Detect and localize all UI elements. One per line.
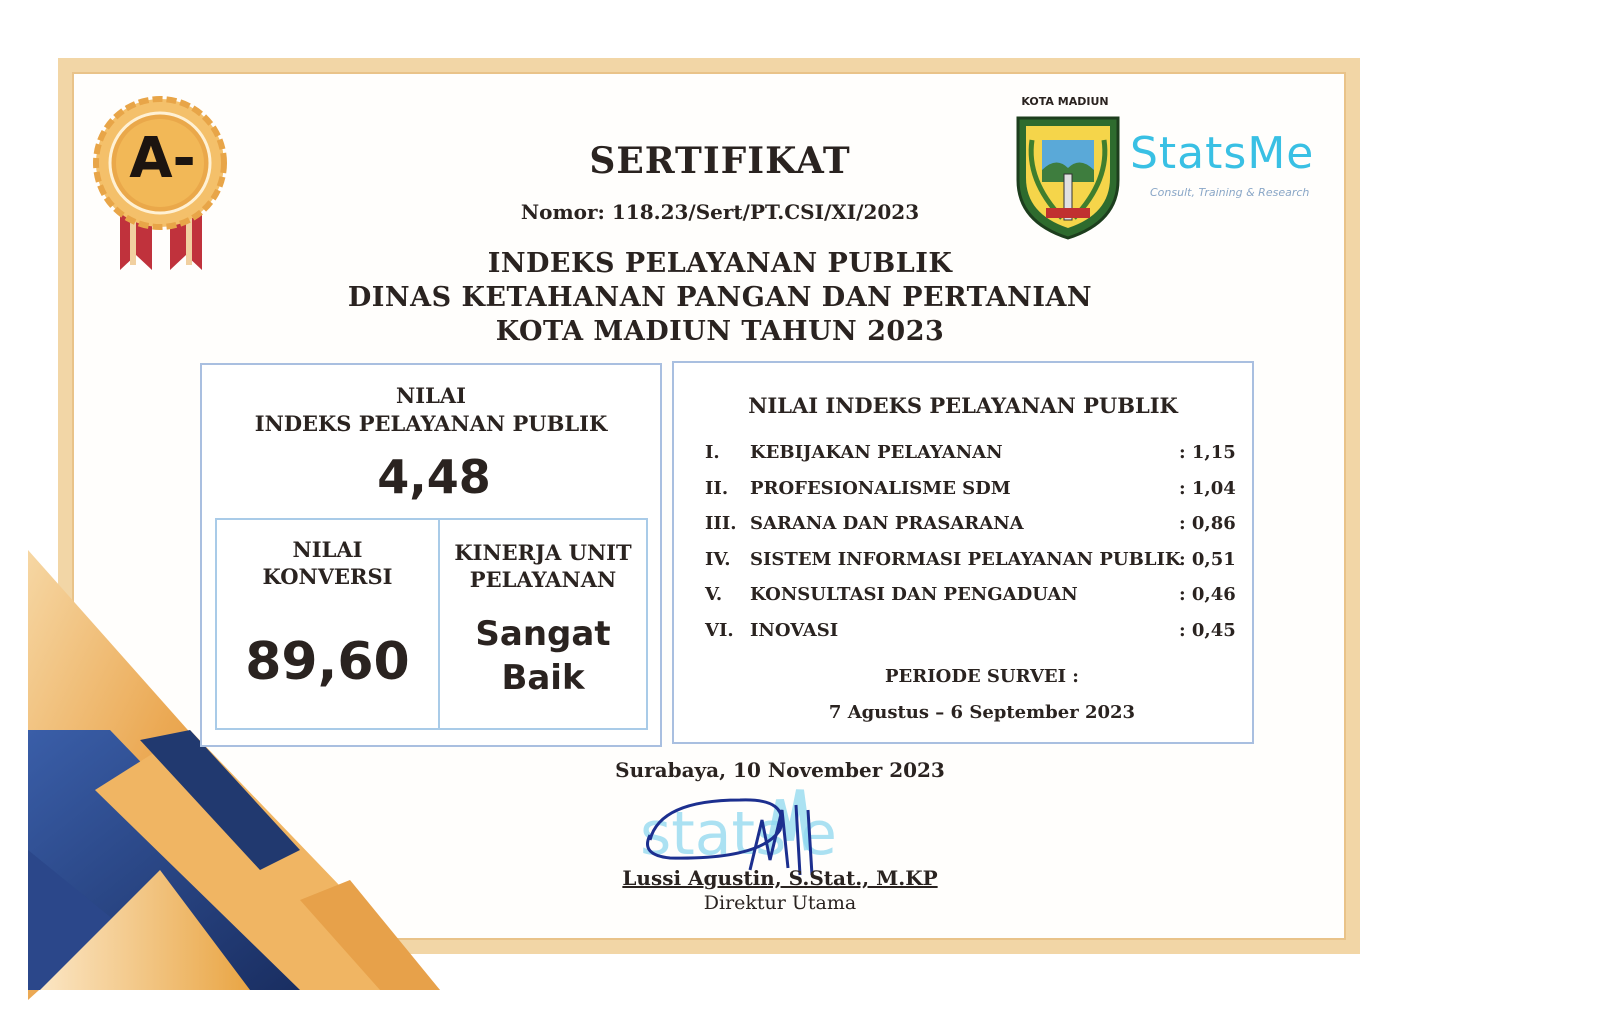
nilai-label-line1: NILAI bbox=[396, 383, 466, 408]
nilai-label-line2: INDEKS PELAYANAN PUBLIK bbox=[254, 411, 608, 436]
certificate-number: Nomor: 118.23/Sert/PT.CSI/XI/2023 bbox=[520, 200, 920, 224]
item-number: IV. bbox=[705, 549, 731, 570]
item-label: KEBIJAKAN PELAYANAN bbox=[750, 442, 1003, 463]
svg-text:e: e bbox=[800, 799, 837, 869]
item-value: : 0,45 bbox=[1179, 620, 1236, 641]
kinerja-value-line1: Sangat bbox=[475, 614, 611, 654]
signatory-position: Direktur Utama bbox=[703, 892, 857, 914]
item-number: I. bbox=[705, 442, 720, 463]
item-value: : 0,46 bbox=[1179, 584, 1236, 605]
item-number: V. bbox=[705, 584, 723, 605]
certificate-title: SERTIFIKAT bbox=[589, 140, 851, 182]
city-label: KOTA MADIUN bbox=[1021, 95, 1109, 108]
heading-line-1: INDEKS PELAYANAN PUBLIK bbox=[487, 248, 953, 279]
heading-line-3: KOTA MADIUN TAHUN 2023 bbox=[495, 316, 945, 347]
kinerja-label-line2: PELAYANAN bbox=[469, 567, 617, 592]
statsme-tagline: Consult, Training & Research bbox=[1150, 186, 1310, 199]
konversi-value: 89,60 bbox=[245, 632, 410, 692]
signatory-name: Lussi Agustin, S.Stat., M.KP bbox=[622, 866, 938, 890]
konversi-label-line2: KONVERSI bbox=[262, 564, 393, 589]
item-label: SISTEM INFORMASI PELAYANAN PUBLIK bbox=[750, 549, 1181, 570]
list-item bbox=[705, 549, 1245, 579]
kota-madiun-emblem-icon bbox=[1012, 110, 1124, 240]
kinerja-label-line1: KINERJA UNIT bbox=[454, 540, 632, 565]
item-label: INOVASI bbox=[750, 620, 839, 641]
item-number: III. bbox=[705, 513, 737, 534]
item-label: KONSULTASI DAN PENGADUAN bbox=[750, 584, 1078, 605]
item-value: : 0,86 bbox=[1179, 513, 1236, 534]
item-number: VI. bbox=[705, 620, 734, 641]
svg-text:stats: stats bbox=[640, 799, 787, 869]
list-item bbox=[705, 513, 1245, 543]
item-value: : 0,51 bbox=[1179, 549, 1236, 570]
list-item bbox=[705, 620, 1245, 650]
nilai-value: 4,48 bbox=[377, 450, 491, 504]
list-item bbox=[705, 584, 1245, 614]
item-label: PROFESIONALISME SDM bbox=[750, 478, 1011, 499]
list-item bbox=[705, 478, 1245, 508]
signature-stamp bbox=[630, 780, 890, 880]
kinerja-value-line2: Baik bbox=[501, 658, 585, 698]
periode-value: 7 Agustus – 6 September 2023 bbox=[828, 702, 1136, 723]
item-label: SARANA DAN PRASARANA bbox=[750, 513, 1024, 534]
item-number: II. bbox=[705, 478, 729, 499]
statsme-logo-text: StatsMe bbox=[1130, 128, 1315, 179]
heading-line-2: DINAS KETAHANAN PANGAN DAN PERTANIAN bbox=[347, 282, 1093, 313]
periode-label: PERIODE SURVEI : bbox=[885, 666, 1079, 687]
list-item bbox=[705, 442, 1245, 472]
item-value: : 1,15 bbox=[1179, 442, 1236, 463]
grade-badge-text: A- bbox=[129, 126, 196, 191]
konversi-label-line1: NILAI bbox=[292, 537, 363, 562]
place-date: Surabaya, 10 November 2023 bbox=[615, 758, 945, 782]
breakdown-title: NILAI INDEKS PELAYANAN PUBLIK bbox=[748, 393, 1178, 418]
item-value: : 1,04 bbox=[1179, 478, 1236, 499]
